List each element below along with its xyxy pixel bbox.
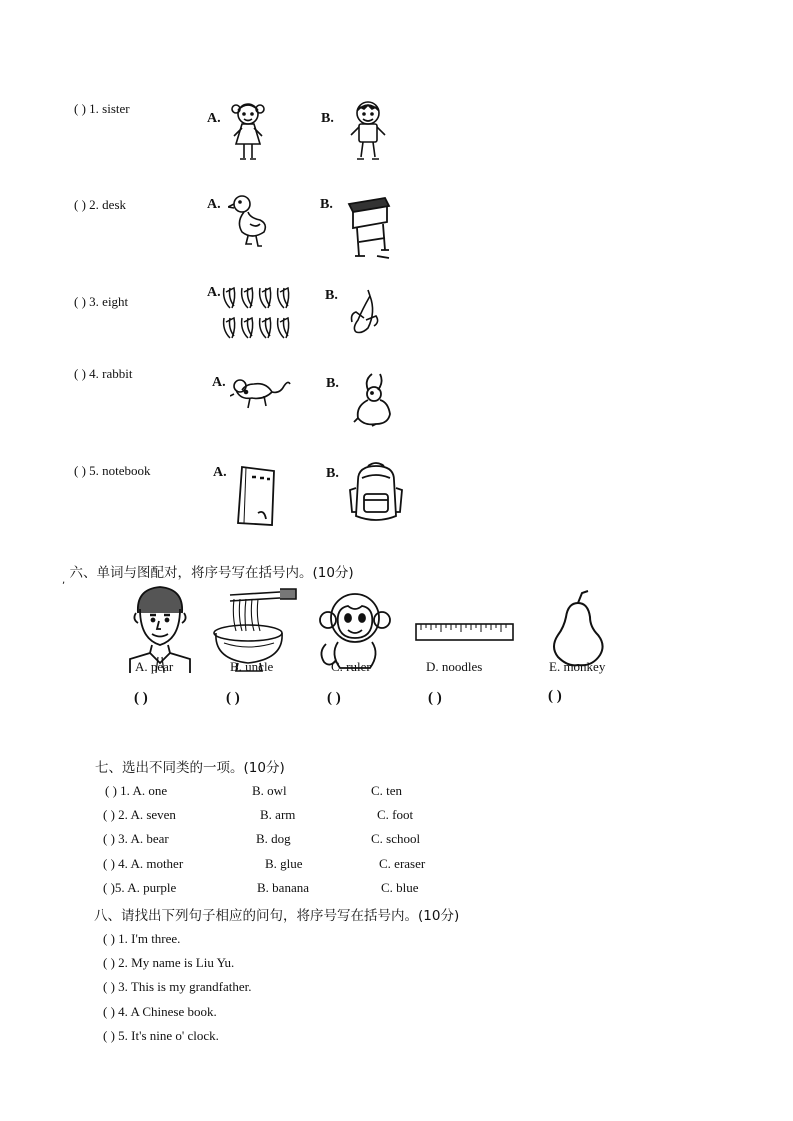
option-b-label: B. bbox=[325, 288, 338, 303]
answer-bracket[interactable]: ( ) bbox=[134, 690, 148, 706]
answer-bracket[interactable]: ( ) bbox=[428, 690, 442, 706]
duck-icon bbox=[228, 192, 270, 250]
one-banana-icon bbox=[348, 288, 384, 338]
schoolbag-icon bbox=[348, 460, 404, 526]
girl-icon bbox=[228, 100, 268, 162]
sentence-2: ( ) 2. My name is Liu Yu. bbox=[103, 955, 235, 970]
boy-icon bbox=[348, 99, 388, 163]
question-word: 3. eight bbox=[89, 294, 129, 309]
caption-noodles: D. noodles bbox=[426, 659, 483, 674]
ruler-icon bbox=[415, 622, 515, 644]
option-a-label: A. bbox=[213, 465, 227, 480]
option-a-label: A. bbox=[207, 111, 221, 126]
choice-row-3-b: B. dog bbox=[256, 831, 291, 846]
question-5-label bbox=[74, 463, 151, 479]
choice-row-2-b: B. arm bbox=[260, 807, 296, 822]
choice-row-4-q: ( ) 4. A. mother bbox=[103, 856, 184, 871]
answer-bracket[interactable]: ( ) bbox=[74, 101, 86, 116]
question-word: 2. desk bbox=[89, 197, 127, 212]
answer-bracket[interactable]: ( ) bbox=[74, 463, 86, 478]
caption-pear: A. pear bbox=[135, 659, 174, 674]
sentence-1: ( ) 1. I'm three. bbox=[103, 931, 181, 946]
caption-ruler: C. ruler bbox=[331, 659, 371, 674]
pear-icon bbox=[548, 589, 608, 667]
option-b-label: B. bbox=[326, 466, 339, 481]
section-7-title: 七、选出不同类的一项。(10分) bbox=[95, 760, 285, 776]
answer-bracket[interactable]: ( ) bbox=[548, 688, 562, 704]
caption-uncle: B. uncle bbox=[230, 659, 274, 674]
choice-row-2-c: C. foot bbox=[377, 807, 414, 822]
question-3-label bbox=[74, 294, 128, 310]
option-a-label: A. bbox=[207, 285, 221, 300]
choice-row-4-c: C. eraser bbox=[379, 856, 426, 871]
option-b-label: B. bbox=[321, 111, 334, 126]
choice-row-4-b: B. glue bbox=[265, 856, 303, 871]
mouse-icon bbox=[230, 376, 292, 414]
choice-row-5-c: C. blue bbox=[381, 880, 419, 895]
choice-row-3-c: C. school bbox=[371, 831, 421, 846]
choice-row-1-b: B. owl bbox=[252, 783, 287, 798]
answer-bracket[interactable]: ( ) bbox=[327, 690, 341, 706]
option-b-label: B. bbox=[326, 376, 339, 391]
sentence-3: ( ) 3. This is my grandfather. bbox=[103, 979, 252, 994]
question-1-label bbox=[74, 101, 130, 117]
rabbit-icon bbox=[350, 372, 396, 428]
desk-icon bbox=[345, 194, 393, 262]
notebook-icon bbox=[234, 465, 280, 529]
choice-row-1-c: C. ten bbox=[371, 783, 403, 798]
question-word: 4. rabbit bbox=[89, 366, 133, 381]
section-8-title: 八、请找出下列句子相应的问句，将序号写在括号内。(10分) bbox=[94, 908, 460, 924]
answer-bracket[interactable]: ( ) bbox=[74, 366, 86, 381]
option-b-label: B. bbox=[320, 197, 333, 212]
choice-row-5-q: ( )5. A. purple bbox=[103, 880, 177, 895]
choice-row-3-q: ( ) 3. A. bear bbox=[103, 831, 169, 846]
option-a-label: A. bbox=[212, 375, 226, 390]
option-a-label: A. bbox=[207, 197, 221, 212]
question-4-label bbox=[74, 366, 133, 382]
section-6-title: $_,$ 六、单词与图配对，将序号写在括号内。(10分) bbox=[62, 565, 354, 586]
sentence-4: ( ) 4. A Chinese book. bbox=[103, 1004, 217, 1019]
sentence-5: ( ) 5. It's nine o' clock. bbox=[103, 1028, 219, 1043]
question-word: 5. notebook bbox=[89, 463, 151, 478]
choice-row-5-b: B. banana bbox=[257, 880, 309, 895]
answer-bracket[interactable]: ( ) bbox=[74, 294, 86, 309]
caption-monkey: E. monkey bbox=[549, 659, 606, 674]
answer-bracket[interactable]: ( ) bbox=[226, 690, 240, 706]
choice-row-2-q: ( ) 2. A. seven bbox=[103, 807, 176, 822]
question-word: 1. sister bbox=[89, 101, 130, 116]
choice-row-1-q: ( ) 1. A. one bbox=[105, 783, 168, 798]
answer-bracket[interactable]: ( ) bbox=[74, 197, 86, 212]
question-2-label bbox=[74, 197, 126, 213]
eight-bananas-icon bbox=[220, 284, 304, 344]
